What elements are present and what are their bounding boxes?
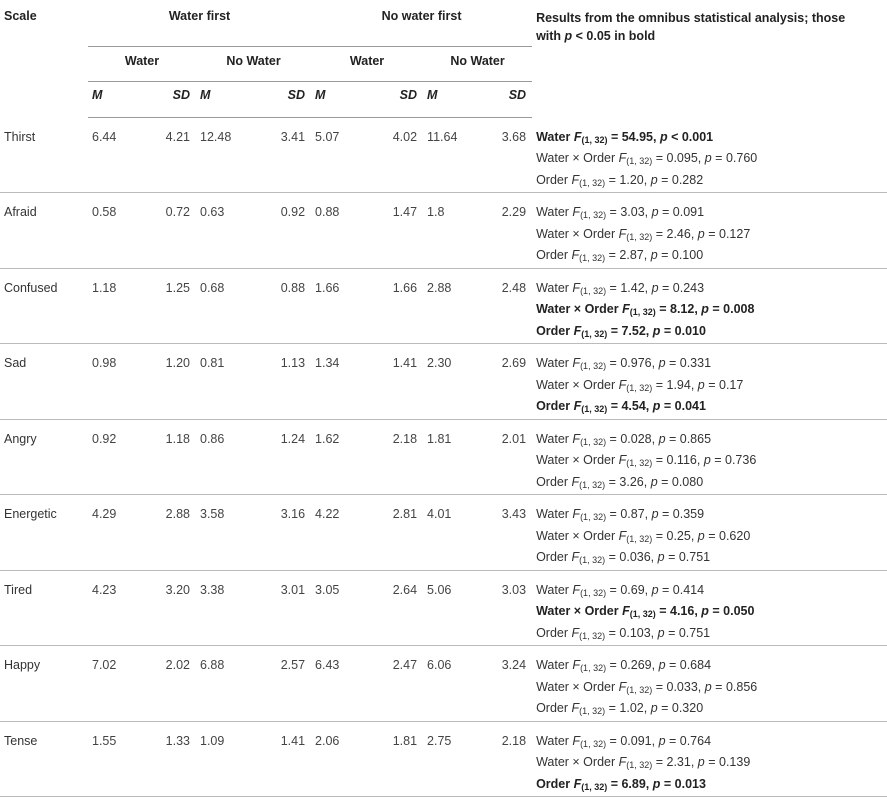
sd-cell: 1.41: [280, 733, 306, 748]
scale-header: Scale: [4, 9, 37, 23]
sd-cell: 2.01: [501, 431, 527, 446]
table-row: [0, 646, 887, 722]
mean-cell: 0.68: [200, 280, 225, 295]
mean-cell: 4.23: [92, 582, 117, 597]
sd-cell: 1.66: [392, 280, 418, 295]
result-line: Order $F_{(1, 32)} = 6.89$, p = 0.013: [536, 776, 706, 792]
water-first-header: [88, 0, 311, 47]
mean-cell: 6.88: [200, 658, 225, 672]
mean-cell: 3.05: [315, 582, 340, 597]
sd-cell: 0.72: [165, 205, 190, 219]
sd-cell: 1.47: [392, 205, 418, 219]
scale-name: Angry: [4, 431, 37, 446]
scale-name: Thirst: [4, 129, 36, 144]
no-water-first-header: [311, 0, 532, 47]
sd-cell: 1.20: [165, 356, 190, 370]
sd-cell: 4.21: [165, 130, 190, 144]
sd-cell: 2.18: [392, 431, 418, 446]
results-cell: [532, 118, 887, 193]
table-row: [0, 193, 887, 269]
result-line: Order $F_{(1, 32)} = 1.02$, p = 0.320: [536, 701, 704, 716]
result-line: Water $F_{(1, 32)} = 0.028$, p = 0.865: [536, 431, 712, 447]
result-line: Water $F_{(1, 32)} = 0.091$, p = 0.764: [536, 733, 712, 749]
mean-cell: 4.29: [92, 507, 117, 521]
results-cell: [532, 419, 887, 495]
result-line: Order $F_{(1, 32)} = 3.26$, p = 0.080: [536, 474, 704, 490]
results-cell: [532, 268, 887, 344]
col-sd-header: SD: [256, 82, 311, 118]
sd-cell: 2.02: [165, 658, 190, 672]
result-line: Water × Order $F_{(1, 32)} = 0.116$, p = 0.736: [536, 453, 757, 468]
sd-cell: 4.02: [392, 130, 418, 144]
sd-cell: 1.24: [280, 431, 306, 446]
result-line: Water $F_{(1, 32)} = 54.95$, p < 0.001: [536, 129, 714, 145]
scale-name: Tired: [4, 582, 33, 597]
table-row: [0, 419, 887, 495]
mean-cell: 2.06: [315, 733, 340, 748]
mean-cell: 3.38: [200, 582, 225, 597]
nwf-no-water-header: No Water: [423, 47, 532, 82]
result-line: Water × Order $F_{(1, 32)} = 0.033$, p = 0.856: [536, 679, 758, 695]
sd-cell: 3.24: [501, 658, 527, 672]
sd-cell: 1.25: [165, 280, 190, 295]
sd-cell: 3.03: [501, 582, 527, 597]
sd-cell: 1.13: [280, 356, 306, 370]
results-header-line2: with p < 0.05 in bold: [536, 29, 656, 43]
mean-cell: 0.92: [92, 431, 117, 446]
sd-cell: 2.64: [392, 582, 418, 597]
sd-cell: 2.18: [501, 733, 527, 748]
scale-name: Confused: [4, 280, 58, 295]
mean-cell: 1.34: [315, 356, 340, 370]
col-m-header: M: [88, 82, 144, 118]
table-row: [0, 570, 887, 646]
wf-water-header: Water: [88, 47, 196, 82]
scale-name: Afraid: [4, 205, 37, 219]
col-sd-header: SD: [371, 82, 423, 118]
results-cell: [532, 344, 887, 420]
sd-cell: 2.57: [280, 658, 306, 672]
mean-cell: 1.8: [427, 205, 445, 219]
wf-no-water-header: No Water: [196, 47, 311, 82]
sd-cell: 2.29: [501, 205, 527, 219]
sd-cell: 0.88: [280, 280, 306, 295]
result-line: Water × Order $F_{(1, 32)} = 0.095$, p = 0.760: [536, 151, 758, 166]
sd-cell: 2.48: [501, 280, 527, 295]
table-row: [0, 268, 887, 344]
col-sd-header: SD: [144, 82, 196, 118]
sd-cell: 3.41: [280, 130, 306, 144]
sd-cell: 3.43: [501, 507, 527, 521]
result-line: Order $F_{(1, 32)} = 1.20$, p = 0.282: [536, 172, 704, 188]
result-line: Water × Order $F_{(1, 32)} = 1.94$, p = 0.17: [536, 377, 744, 393]
result-line: Water $F_{(1, 32)} = 0.69$, p = 0.414: [536, 582, 705, 598]
mean-cell: 1.18: [92, 280, 117, 295]
mean-cell: 12.48: [200, 130, 232, 144]
results-cell: [532, 721, 887, 797]
mean-cell: 0.81: [200, 356, 225, 370]
result-line: Water $F_{(1, 32)} = 0.269$, p = 0.684: [536, 658, 712, 673]
scale-name: Tense: [4, 733, 38, 748]
result-line: Water × Order $F_{(1, 32)} = 4.16$, p = 0.050: [536, 604, 755, 619]
mean-cell: 4.01: [427, 507, 452, 521]
result-line: Order $F_{(1, 32)} = 0.036$, p = 0.751: [536, 550, 711, 565]
mean-cell: 3.58: [200, 507, 225, 521]
table-row: [0, 344, 887, 420]
mean-cell: 11.64: [427, 130, 458, 144]
mean-cell: 1.81: [427, 431, 452, 446]
sd-cell: 1.18: [165, 431, 190, 446]
result-line: Water × Order $F_{(1, 32)} = 8.12$, p = 0.008: [536, 302, 755, 317]
result-line: Order $F_{(1, 32)} = 0.103$, p = 0.751: [536, 625, 711, 641]
mean-cell: 6.44: [92, 130, 117, 144]
mean-cell: 5.06: [427, 582, 452, 597]
result-line: Order $F_{(1, 32)} = 7.52$, p = 0.010: [536, 323, 706, 339]
results-header-line1: Results from the omnibus statistical analysis; those: [536, 11, 846, 25]
sd-cell: 3.68: [501, 130, 527, 144]
sd-cell: 1.33: [165, 733, 190, 748]
result-line: Order $F_{(1, 32)} = 4.54$, p = 0.041: [536, 399, 706, 414]
col-sd-header: SD: [480, 82, 532, 118]
result-line: Water × Order $F_{(1, 32)} = 2.31$, p = 0.139: [536, 755, 751, 770]
col-m-header: M: [196, 82, 256, 118]
results-header: [532, 0, 887, 118]
table-row: [0, 721, 887, 797]
col-m-header: M: [311, 82, 371, 118]
table-row: [0, 118, 887, 193]
sd-cell: 0.92: [280, 205, 306, 219]
mean-cell: 1.62: [315, 431, 340, 446]
sd-cell: 2.88: [165, 507, 190, 521]
mean-cell: 2.30: [427, 356, 452, 370]
col-m-header: M: [423, 82, 480, 118]
mean-cell: 7.02: [92, 658, 117, 672]
result-line: Water $F_{(1, 32)} = 0.87$, p = 0.359: [536, 507, 705, 522]
results-cell: [532, 570, 887, 646]
sd-cell: 1.81: [392, 733, 418, 748]
table-row: [0, 495, 887, 571]
mean-cell: 6.06: [427, 658, 452, 672]
sd-cell: 2.81: [392, 507, 418, 521]
result-line: Water × Order $F_{(1, 32)} = 2.46$, p = 0.127: [536, 226, 751, 242]
mean-cell: 2.75: [427, 733, 452, 748]
mean-cell: 0.88: [315, 205, 340, 219]
no-water-first-label: No water first: [381, 9, 462, 23]
mean-cell: 0.63: [200, 205, 225, 219]
result-line: Order $F_{(1, 32)} = 2.87$, p = 0.100: [536, 248, 704, 263]
table-body: [0, 118, 887, 797]
sd-cell: 1.41: [392, 356, 418, 370]
scale-name: Happy: [4, 658, 41, 672]
result-line: Water $F_{(1, 32)} = 0.976$, p = 0.331: [536, 356, 712, 371]
water-first-label: Water first: [168, 9, 231, 23]
result-line: Water × Order $F_{(1, 32)} = 0.25$, p = 0.620: [536, 528, 751, 544]
mean-cell: 2.88: [427, 280, 452, 295]
sd-cell: 2.47: [392, 658, 418, 672]
sd-cell: 3.20: [165, 582, 190, 597]
result-line: Water $F_{(1, 32)} = 3.03$, p = 0.091: [536, 205, 705, 220]
results-cell: [532, 646, 887, 722]
nwf-water-header: Water: [311, 47, 423, 82]
mean-cell: 4.22: [315, 507, 340, 521]
results-cell: [532, 193, 887, 269]
scale-name: Sad: [4, 356, 27, 370]
mean-cell: 1.55: [92, 733, 117, 748]
mean-cell: 6.43: [315, 658, 340, 672]
results-cell: [532, 495, 887, 571]
sd-cell: 3.01: [280, 582, 306, 597]
mean-cell: 0.86: [200, 431, 225, 446]
mean-cell: 1.66: [315, 280, 340, 295]
mean-cell: 1.09: [200, 733, 225, 748]
mean-cell: 0.58: [92, 205, 117, 219]
sd-cell: 2.69: [501, 356, 527, 370]
result-line: Water $F_{(1, 32)} = 1.42$, p = 0.243: [536, 280, 705, 296]
sd-cell: 3.16: [280, 507, 306, 521]
mean-cell: 5.07: [315, 130, 340, 144]
scale-name: Energetic: [4, 507, 57, 521]
mean-cell: 0.98: [92, 356, 117, 370]
